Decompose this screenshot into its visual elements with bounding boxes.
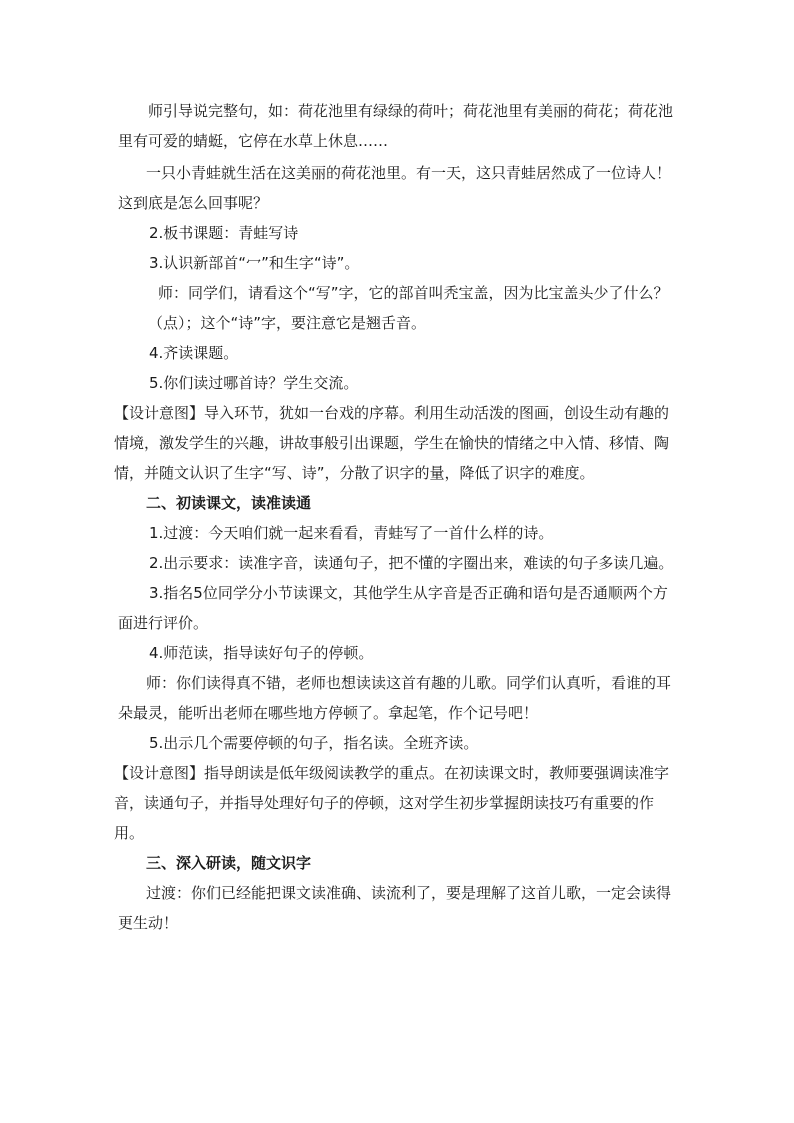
- paragraph-guide-sentence: 师引导说完整句，如：荷花池里有绿绿的荷叶；荷花池里有美丽的荷花；荷花池里有可爱的蜻蜓，它停在水草上休息……: [118, 102, 674, 150]
- step-pause-sentences: 5.出示几个需要停顿的句子，指名读。全班齐读。: [149, 734, 479, 752]
- step-share-poems: 5.你们读过哪首诗？学生交流。: [149, 374, 359, 392]
- step-write-title: 2.板书课题：青蛙写诗: [149, 224, 299, 242]
- design-intent-reading: 【设计意图】指导朗读是低年级阅读教学的重点。在初读课文时，教师要强调读准字音，读通句子，并指导处理好句子的停顿，这对学生初步掌握朗读技巧有重要的作用。: [114, 764, 670, 842]
- design-intent-intro: 【设计意图】导入环节，犹如一台戏的序幕。利用生动活泼的图画，创设生动有趣的情境，激发学生的兴趣，讲故事般引出课题，学生在愉快的情绪之中入情、移情、陶情，并随文认识了生字“写、诗”，分散了识字的量，降低了识字的难度。: [114, 404, 670, 482]
- step-read-title: 4.齐读课题。: [149, 344, 239, 362]
- document-page: [114, 96, 678, 938]
- section-heading-deep-reading: 三、深入研读，随文识字: [146, 854, 312, 872]
- step-transition: 1.过渡：今天咱们就一起来看看，青蛙写了一首什么样的诗。: [149, 524, 554, 542]
- section-heading-first-reading: 二、初读课文，读准读通: [146, 494, 312, 512]
- step-students-read: 3.指名5位同学分小节读课文，其他学生从字音是否正确和语句是否通顺两个方面进行评价。: [118, 584, 668, 632]
- step-reading-requirements: 2.出示要求：读准字音，读通句子，把不懂的字圈出来，难读的句子多读几遍。: [149, 554, 674, 572]
- paragraph-teacher-praise: 师：你们读得真不错，老师也想读读这首有趣的儿歌。同学们认真听，看谁的耳朵最灵，能听出老师在哪些地方停顿了。拿起笔，作个记号吧！: [118, 674, 672, 722]
- paragraph-transition-deep: 过渡：你们已经能把课文读准确、读流利了，要是理解了这首儿歌，一定会读得更生动！: [118, 884, 672, 932]
- step-teacher-model-reading: 4.师范读，指导读好句子的停顿。: [149, 644, 374, 662]
- paragraph-frog-story: 一只小青蛙就生活在这美丽的荷花池里。有一天，这只青蛙居然成了一位诗人！这到底是怎么回事呢？: [118, 164, 672, 212]
- step-learn-radical: 3.认识新部首“冖”和生字“诗”。: [149, 254, 360, 272]
- paragraph-teacher-radical: 师：同学们，请看这个“写”字，它的部首叫秃宝盖，因为比宝盖头少了什么？（点）；这个“诗”字，要注意它是翘舌音。: [148, 284, 669, 332]
